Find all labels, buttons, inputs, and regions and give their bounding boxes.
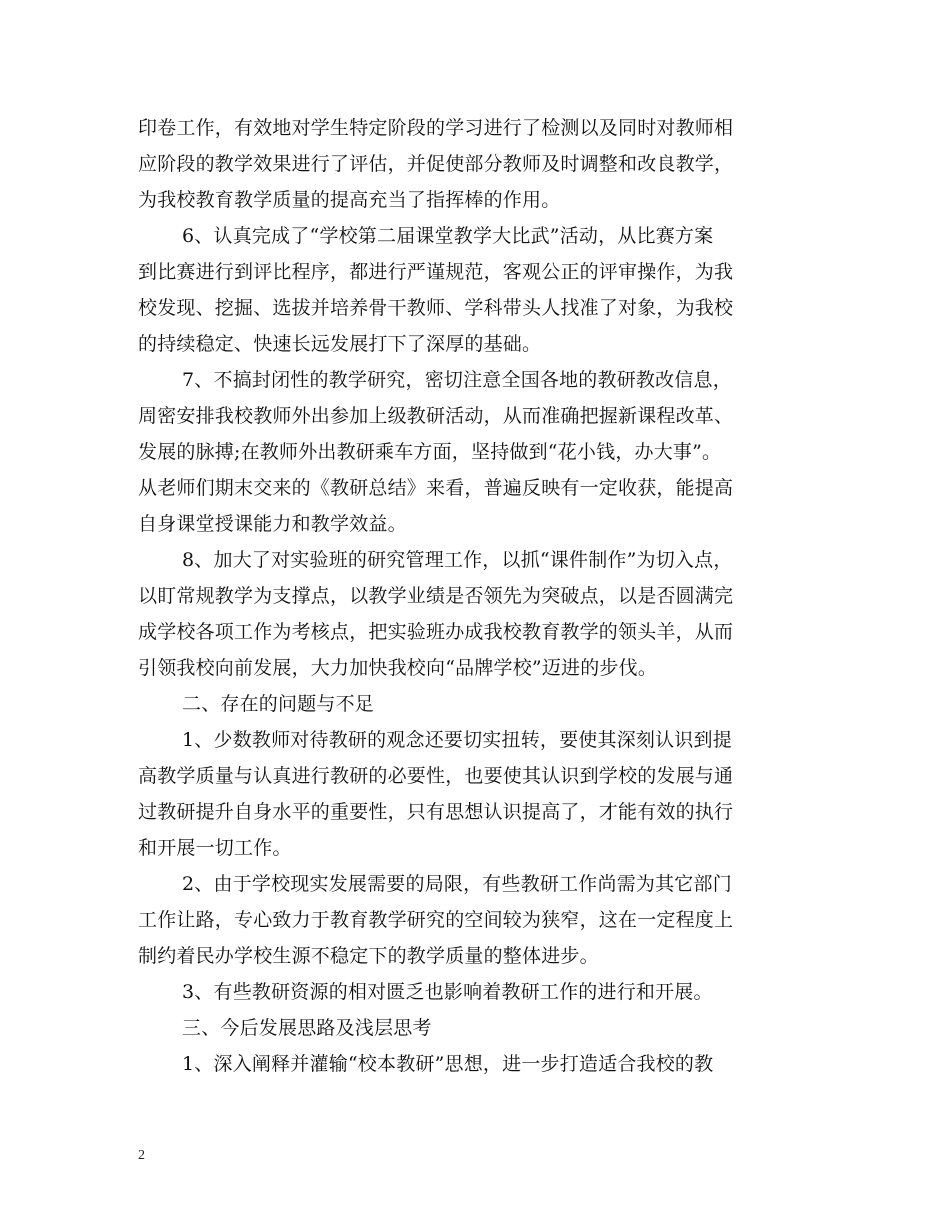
document-body <box>138 110 828 1082</box>
text-line: 校发现、挖掘、选拔并培养骨干教师、学科带头人找准了对象，为我校 <box>138 297 734 319</box>
text-line: 从老师们期末交来的《教研总结》来看，普遍反映有一定收获，能提高 <box>138 477 734 499</box>
text-line: 成学校各项工作为考核点，把实验班办成我校教育教学的领头羊，从而 <box>138 621 734 643</box>
text-line: 1、少数教师对待教研的观念还要切实扭转，要使其深刻认识到提 <box>182 729 732 751</box>
text-line: 7、不搞封闭性的教学研究，密切注意全国各地的教研教改信息， <box>182 369 732 391</box>
text-line: 到比赛进行到评比程序，都进行严谨规范，客观公正的评审操作，为我 <box>138 261 734 283</box>
text-line: 为我校教育教学质量的提高充当了指挥棒的作用。 <box>138 189 561 211</box>
text-line: 以盯常规教学为支撑点，以教学业绩是否领先为突破点，以是否圆满完 <box>138 585 734 607</box>
text-line: 1、深入阐释并灌输“校本教研”思想，进一步打造适合我校的教 <box>182 1053 714 1075</box>
text-line: 发展的脉搏;在教师外出教研乘车方面，坚持做到“花小钱，办大事”。 <box>138 441 722 463</box>
text-line: 高教学质量与认真进行教研的必要性，也要使其认识到学校的发展与通 <box>138 765 734 787</box>
text-line: 2、由于学校现实发展需要的局限，有些教研工作尚需为其它部门 <box>182 873 732 895</box>
text-line: 应阶段的教学效果进行了评估，并促使部分教师及时调整和改良教学， <box>138 153 734 175</box>
text-line: 工作让路，专心致力于教育教学研究的空间较为狭窄，这在一定程度上 <box>138 909 734 931</box>
page-number: 2 <box>138 1148 145 1163</box>
text-line: 二、存在的问题与不足 <box>182 693 375 715</box>
text-line: 和开展一切工作。 <box>138 837 292 859</box>
text-line: 自身课堂授课能力和教学效益。 <box>138 513 407 535</box>
text-line: 三、今后发展思路及浅层思考 <box>182 1017 432 1039</box>
text-line: 周密安排我校教师外出参加上级教研活动，从而准确把握新课程改革、 <box>138 405 734 427</box>
text-line: 引领我校向前发展，大力加快我校向“品牌学校”迈进的步伐。 <box>138 657 658 679</box>
text-line: 印卷工作，有效地对学生特定阶段的学习进行了检测以及同时对教师相 <box>138 117 734 139</box>
text-line: 8、加大了对实验班的研究管理工作，以抓“课件制作”为切入点， <box>182 549 733 571</box>
text-line: 的持续稳定、快速长远发展打下了深厚的基础。 <box>138 333 542 355</box>
text-line: 制约着民办学校生源不稳定下的教学质量的整体进步。 <box>138 945 599 967</box>
text-line: 过教研提升自身水平的重要性，只有思想认识提高了，才能有效的执行 <box>138 801 734 823</box>
text-line: 6、认真完成了“学校第二届课堂教学大比武”活动，从比赛方案 <box>182 225 714 247</box>
text-line: 3、有些教研资源的相对匮乏也影响着教研工作的进行和开展。 <box>182 981 713 1003</box>
